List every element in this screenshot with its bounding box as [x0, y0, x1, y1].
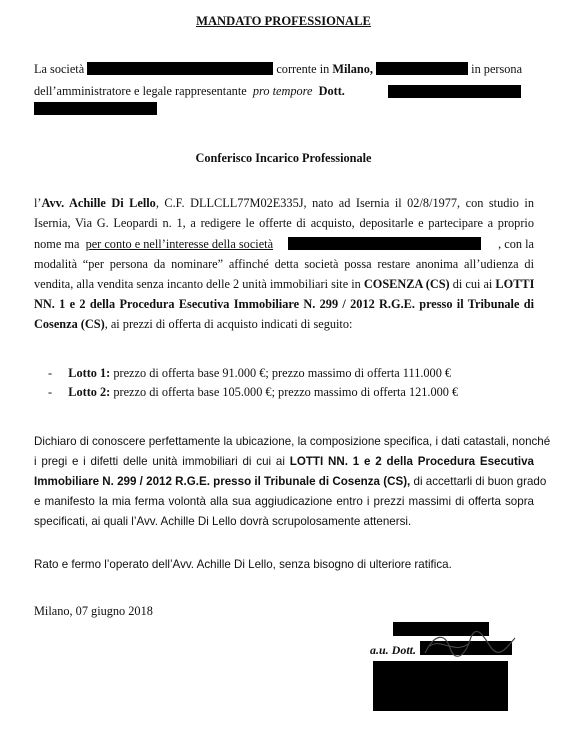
- para2-bold: Immobiliare N. 299 / 2012 R.G.E. presso il Tribunale di Cosenza (CS),: [34, 475, 411, 488]
- para2-line-1: Dichiaro di conoscere perfettamente la ubicazione, la composizione specifica, i dati catastali, nonché: [34, 435, 551, 448]
- para1-text: nome ma: [34, 237, 80, 251]
- lot-label: Lotto 1:: [68, 366, 111, 380]
- intro-text: La società: [34, 62, 85, 76]
- lot-2-item: [48, 385, 458, 400]
- para1-line-4: modalità “per persona da nominare” affinché detta società possa restare anonima all’udienza di: [34, 257, 534, 271]
- lot-text: prezzo di offerta base 105.000 €; prezzo massimo di offerta 121.000 €: [113, 385, 459, 399]
- para3: Rato e fermo l’operato dell’Avv. Achille Di Lello, senza bisogno di ulteriore ratifica.: [34, 558, 452, 571]
- date-line: Milano, 07 giugno 2018: [34, 604, 153, 618]
- intro-pro-tempore: pro tempore: [252, 84, 313, 98]
- lot-text: prezzo di offerta base 91.000 €; prezzo massimo di offerta 111.000 €: [113, 366, 452, 380]
- para1-text: , C.F. DLLCLL77M02E335J, nato ad Isernia il 02/8/1977, con studio in: [155, 196, 534, 210]
- para1-text: l’: [34, 196, 42, 210]
- redaction-name: [388, 85, 521, 98]
- redaction-company-2: [288, 237, 481, 250]
- intro-text: dell’amministratore e legale rappresentante: [34, 84, 247, 98]
- intro-line-1: [34, 62, 534, 77]
- document-title: MANDATO PROFESSIONALE: [196, 14, 371, 28]
- signature-label: a.u. Dott.: [370, 643, 417, 657]
- para1-line-5: [34, 277, 534, 292]
- intro-text: corrente in: [276, 62, 330, 76]
- para2-line-4: e manifesto la mia ferma volontà alla sua aggiudicazione entro i prezzi massimi di offerta sopra: [34, 495, 534, 508]
- lots-bold: LOTTI: [495, 277, 535, 291]
- subtitle: Conferisco Incarico Professionale: [195, 151, 372, 165]
- para2-line-3: [34, 474, 547, 489]
- para1-line-3-end: , con la: [498, 237, 534, 251]
- redaction-stamp: [373, 661, 508, 711]
- para1-line-7: [34, 317, 534, 332]
- para1-line-2: Isernia, Via G. Leopardi n. 1, a redigere le offerte di acquisto, depositarle e partecipare a proprio: [34, 216, 534, 230]
- para2-text: di accettarli di buon grado: [413, 475, 547, 488]
- para1-text: di cui ai: [452, 277, 493, 291]
- signature-scribble: [420, 628, 520, 658]
- lot-label: Lotto 2:: [68, 385, 111, 399]
- para2-line-5: specificati, ai quali l’Avv. Achille Di Lello dovrà scrupolosamente attenersi.: [34, 515, 412, 528]
- lot-1-item: [48, 366, 451, 381]
- para2-bold: LOTTI NN. 1 e 2 della Procedura Esecutiva: [289, 455, 534, 468]
- bullet-dash: -: [48, 385, 53, 399]
- redaction-company: [87, 62, 273, 75]
- city-bold: COSENZA (CS): [363, 277, 450, 291]
- para2-text: i pregi e i difetti delle unità immobiliari di cui ai: [34, 455, 285, 468]
- bullet-dash: -: [48, 366, 53, 380]
- para1-underlined: per conto e nell’interesse della società: [85, 237, 274, 251]
- para1-line-6: NN. 1 e 2 della Procedura Esecutiva Immobiliare N. 299 / 2012 R.G.E. presso il Tribunale di: [34, 297, 534, 311]
- para1-text: vendita, alla vendita senza incanto delle 2 unità immobiliari site in: [34, 277, 361, 291]
- intro-dott: Dott.: [318, 84, 345, 98]
- para2-line-2: [34, 454, 534, 469]
- para1-line-1: [34, 196, 534, 211]
- intro-city: Milano,: [332, 62, 373, 76]
- redaction-address: [376, 62, 468, 75]
- court-bold: Cosenza (CS): [34, 317, 105, 331]
- lawyer-name: Avv. Achille Di Lello: [41, 196, 156, 210]
- para1-text: , ai prezzi di offerta di acquisto indicati di seguito:: [104, 317, 353, 331]
- intro-text: in persona: [471, 62, 523, 76]
- redaction-name-2: [34, 102, 157, 115]
